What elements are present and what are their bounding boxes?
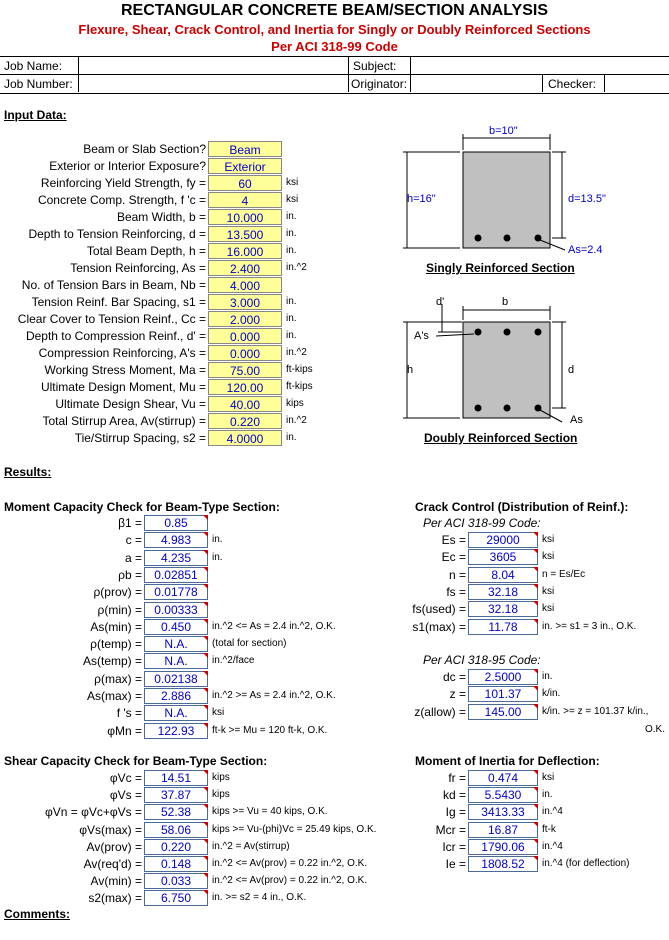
comments-heading: Comments: xyxy=(4,907,71,921)
job-number-label: Job Number: xyxy=(4,77,73,91)
page-title: RECTANGULAR CONCRETE BEAM/SECTION ANALYSIS xyxy=(121,2,548,19)
crack99-unit: n = Es/Ec xyxy=(542,568,586,580)
crack95-unit: k/in. xyxy=(542,688,561,700)
shear-label: Av(req'd) = xyxy=(83,857,142,871)
dim-as2-label: As xyxy=(570,414,583,426)
input-unit: in.^2 xyxy=(286,262,307,273)
input-label: Ultimate Design Moment, Mu = xyxy=(40,380,206,394)
inertia-unit: in.^4 xyxy=(542,806,563,818)
moment-label: As(temp) = xyxy=(82,654,142,669)
moment-value: 0.85 xyxy=(144,515,208,531)
crack95-unit: k/in. >= z = 101.37 k/in., xyxy=(542,705,649,717)
moment-label: c = xyxy=(125,533,142,548)
crack99-value: 8.04 xyxy=(468,567,538,583)
header-row-2 xyxy=(0,74,669,94)
shear-value: 0.220 xyxy=(144,839,208,855)
moment-unit: in. xyxy=(212,551,223,563)
moment-value: 0.450 xyxy=(144,619,208,635)
crack99-label: n = xyxy=(448,567,466,582)
input-value[interactable]: 16.000 xyxy=(208,243,282,259)
moment-value: 122.93 xyxy=(144,723,208,739)
shear-unit: in.^2 <= Av(prov) = 0.22 in.^2, O.K. xyxy=(212,875,368,887)
moment-label: As(max) = xyxy=(86,689,142,703)
doubly-caption: Doubly Reinforced Section xyxy=(424,431,578,445)
shear-label: Av(min) = xyxy=(90,874,142,889)
inertia-value: 1790.06 xyxy=(468,839,538,855)
moment-value: N.A. xyxy=(144,705,208,721)
crack95-unit: in. xyxy=(542,671,553,682)
input-label: Depth to Tension Reinforcing, d = xyxy=(28,227,206,241)
crack-ok-tail: O.K. xyxy=(645,724,666,735)
crack99-unit: ksi xyxy=(542,603,555,615)
input-label: Beam or Slab Section? xyxy=(83,142,206,156)
input-label: Ultimate Design Shear, Vu = xyxy=(55,397,206,411)
inertia-label: fr = xyxy=(448,771,466,785)
shear-label: φVs = xyxy=(109,788,142,803)
shear-label: φVn = φVc+φVs = xyxy=(44,805,142,820)
checker-field[interactable] xyxy=(604,75,669,92)
input-unit: ft-kips xyxy=(286,364,313,375)
originator-cell xyxy=(348,75,411,92)
subject-field[interactable] xyxy=(410,57,669,74)
input-unit: in. xyxy=(286,432,297,443)
shear-unit: kips xyxy=(212,772,230,783)
moment-value: 0.01778 xyxy=(144,584,208,600)
job-name-label: Job Name: xyxy=(4,59,63,73)
input-unit: in. xyxy=(286,245,297,256)
shear-value: 0.033 xyxy=(144,873,208,889)
moment-value: 4.983 xyxy=(144,532,208,548)
crack99-unit: ksi xyxy=(542,551,555,563)
input-value[interactable]: 3.000 xyxy=(208,294,282,310)
crack99-label: s1(max) = xyxy=(412,619,466,634)
moment-label: f 's = xyxy=(116,706,142,721)
dim-d2-label: d xyxy=(568,364,575,376)
crack99-unit: in. >= s1 = 3 in., O.K. xyxy=(542,620,637,632)
moment-unit: ft-k >= Mu = 120 ft-k, O.K. xyxy=(212,724,328,736)
inertia-unit: ft-k xyxy=(542,823,556,835)
inertia-label: kd = xyxy=(442,788,466,803)
crack95-label: dc = xyxy=(442,670,466,684)
input-label: Tension Reinforcing, As = xyxy=(70,261,206,275)
input-value[interactable]: 0.000 xyxy=(208,328,282,344)
input-label: Compression Reinforcing, A's = xyxy=(38,346,206,360)
inertia-value: 0.474 xyxy=(468,770,538,786)
shear-value: 14.51 xyxy=(144,770,208,786)
input-value[interactable]: Exterior xyxy=(208,158,282,174)
crack95-value: 2.5000 xyxy=(468,669,538,685)
dim-as-label: As=2.4 xyxy=(568,244,603,256)
moment-value: 4.235 xyxy=(144,550,208,566)
moment-label: φMn = xyxy=(107,723,142,738)
input-label: Beam Width, b = xyxy=(116,210,206,224)
moment-label: ρ(prov) = xyxy=(93,585,142,600)
input-unit: ft-kips xyxy=(286,381,313,392)
input-label: Concrete Comp. Strength, f 'c = xyxy=(37,193,206,207)
input-label: Working Stress Moment, Ma = xyxy=(44,363,206,377)
crack99-unit: ksi xyxy=(542,585,555,597)
originator-label: Originator: xyxy=(351,77,408,91)
shear-label: s2(max) = xyxy=(88,891,142,906)
dim-dprime-label: d' xyxy=(436,296,445,308)
crack95-value: 145.00 xyxy=(468,704,538,720)
input-value[interactable]: 2.000 xyxy=(208,311,282,327)
moment-label: As(min) = xyxy=(90,619,142,634)
input-value[interactable]: 13.500 xyxy=(208,226,282,242)
dim-h-label: h=16" xyxy=(407,193,436,205)
subject-label: Subject: xyxy=(353,59,397,73)
crack95-value: 101.37 xyxy=(468,686,538,702)
moment-value: 2.886 xyxy=(144,688,208,704)
input-unit: ksi xyxy=(286,177,299,188)
crack99-label: Ec = xyxy=(441,550,466,565)
moment-value: N.A. xyxy=(144,653,208,669)
shear-value: 37.87 xyxy=(144,787,208,803)
singly-caption: Singly Reinforced Section xyxy=(426,261,575,275)
input-value[interactable]: 120.00 xyxy=(208,379,282,395)
input-label: Reinforcing Yield Strength, fy = xyxy=(40,176,206,190)
shear-heading: Shear Capacity Check for Beam-Type Section: xyxy=(4,754,268,768)
shear-value: 6.750 xyxy=(144,890,208,906)
inertia-value: 3413.33 xyxy=(468,804,538,820)
page-subtitle: Flexure, Shear, Crack Control, and Inertia for Singly or Doubly Reinforced Sections xyxy=(78,22,591,37)
originator-field[interactable] xyxy=(410,75,543,92)
moment-label: ρb = xyxy=(118,567,142,582)
checker-cell xyxy=(542,75,605,92)
dim-b-label: b=10" xyxy=(489,125,518,137)
inertia-label: Mcr = xyxy=(435,822,466,837)
inertia-label: Ie = xyxy=(445,857,466,871)
moment-label: ρ(max) = xyxy=(94,671,142,686)
moment-value: 0.00333 xyxy=(144,602,208,618)
moment-value: 0.02138 xyxy=(144,671,208,687)
inertia-unit: in.^4 (for deflection) xyxy=(542,858,630,869)
input-label: No. of Tension Bars in Beam, Nb = xyxy=(21,278,206,292)
input-label: Exterior or Interior Exposure? xyxy=(49,159,206,173)
dim-d-label: d=13.5" xyxy=(568,193,606,205)
moment-value: 0.02851 xyxy=(144,567,208,583)
crack99-value: 32.18 xyxy=(468,601,538,617)
moment-unit: in.^2 >= As = 2.4 in.^2, O.K. xyxy=(212,690,336,701)
dim-as-prime-label: A's xyxy=(414,330,429,342)
crack99-unit: ksi xyxy=(542,534,555,545)
input-data-heading: Input Data: xyxy=(4,108,67,122)
input-unit: in. xyxy=(286,313,297,324)
input-value[interactable]: 0.220 xyxy=(208,413,282,429)
shear-value: 58.06 xyxy=(144,822,208,838)
moment-unit: ksi xyxy=(212,707,225,719)
shear-unit: kips >= Vu = 40 kips, O.K. xyxy=(212,806,328,818)
moment-label: β1 = xyxy=(118,516,142,530)
input-value[interactable]: 10.000 xyxy=(208,209,282,225)
crack99-label: fs(used) = xyxy=(412,602,466,617)
inertia-value: 16.87 xyxy=(468,822,538,838)
moment-label: ρ(temp) = xyxy=(90,637,142,652)
inertia-label: Icr = xyxy=(442,839,466,854)
dim-b2-label: b xyxy=(502,296,509,308)
moment-unit: in.^2 <= As = 2.4 in.^2, O.K. xyxy=(212,620,336,632)
moment-unit: in.^2/face xyxy=(212,655,255,667)
subject-cell xyxy=(348,57,411,74)
input-value[interactable]: 40.00 xyxy=(208,396,282,412)
crack99-value: 11.78 xyxy=(468,619,538,635)
moment-unit: in. xyxy=(212,534,223,546)
header-row-1 xyxy=(0,56,669,75)
inertia-unit: in.^4 xyxy=(542,840,563,852)
inertia-unit: in. xyxy=(542,789,553,801)
input-label: Tie/Stirrup Spacing, s2 = xyxy=(74,431,206,445)
input-unit: ksi xyxy=(286,194,299,205)
input-value[interactable]: 75.00 xyxy=(208,362,282,378)
input-value[interactable]: 4.0000 xyxy=(208,430,282,446)
input-unit: in. xyxy=(286,211,297,222)
input-value[interactable]: 4 xyxy=(208,192,282,208)
crack99-label: Es = xyxy=(441,533,466,547)
crack95-label: z(allow) = xyxy=(414,704,466,719)
shear-label: Av(prov) = xyxy=(86,839,142,854)
moment-heading: Moment Capacity Check for Beam-Type Section: xyxy=(4,500,280,514)
input-unit: in.^2 xyxy=(286,415,307,426)
results-heading: Results: xyxy=(4,465,52,479)
input-value[interactable]: Beam xyxy=(208,141,282,157)
input-unit: in.^2 xyxy=(286,347,307,358)
input-value[interactable]: 4.000 xyxy=(208,277,282,293)
input-value[interactable]: 2.400 xyxy=(208,260,282,276)
shear-value: 52.38 xyxy=(144,804,208,820)
shear-unit: kips >= Vu-(phi)Vc = 25.49 kips, O.K. xyxy=(212,823,377,835)
inertia-heading: Moment of Inertia for Deflection: xyxy=(415,754,600,768)
dim-h2-label: h xyxy=(407,364,414,376)
shear-label: φVc = xyxy=(109,771,142,785)
input-label: Total Stirrup Area, Av(stirrup) = xyxy=(42,414,206,428)
input-unit: kips xyxy=(286,398,304,409)
doubly-reinforced-diagram xyxy=(400,292,630,432)
moment-value: N.A. xyxy=(144,636,208,652)
code-reference: Per ACI 318-99 Code xyxy=(271,39,398,54)
crack-heading: Crack Control (Distribution of Reinf.): xyxy=(415,500,629,514)
moment-label: a = xyxy=(124,550,142,565)
crack-subheading-95: Per ACI 318-95 Code: xyxy=(423,653,541,667)
crack99-value: 3605 xyxy=(468,549,538,565)
input-unit: in. xyxy=(286,296,297,307)
job-number-field[interactable] xyxy=(78,75,349,92)
crack99-label: fs = xyxy=(446,584,466,599)
input-label: Total Beam Depth, h = xyxy=(86,244,206,258)
crack99-value: 29000 xyxy=(468,532,538,548)
checker-label: Checker: xyxy=(548,77,597,91)
inertia-value: 1808.52 xyxy=(468,856,538,872)
input-unit: in. xyxy=(286,330,297,341)
input-label: Clear Cover to Tension Reinf., Cc = xyxy=(17,312,206,326)
shear-label: φVs(max) = xyxy=(79,822,142,837)
job-name-field[interactable] xyxy=(78,57,349,74)
crack99-value: 32.18 xyxy=(468,584,538,600)
inertia-unit: ksi xyxy=(542,772,555,783)
input-value[interactable]: 60 xyxy=(208,175,282,191)
inertia-value: 5.5430 xyxy=(468,787,538,803)
input-value[interactable]: 0.000 xyxy=(208,345,282,361)
shear-value: 0.148 xyxy=(144,856,208,872)
shear-unit: in.^2 <= Av(prov) = 0.22 in.^2, O.K. xyxy=(212,858,368,869)
inertia-label: Ig = xyxy=(445,805,466,820)
input-label: Tension Reinf. Bar Spacing, s1 = xyxy=(31,295,206,309)
shear-unit: in. >= s2 = 4 in., O.K. xyxy=(212,892,307,904)
crack95-label: z = xyxy=(449,687,466,702)
shear-unit: kips xyxy=(212,789,230,801)
moment-label: ρ(min) = xyxy=(97,602,142,617)
input-unit: in. xyxy=(286,228,297,239)
moment-unit: (total for section) xyxy=(212,638,287,650)
crack-subheading-99: Per ACI 318-99 Code: xyxy=(423,516,541,530)
shear-unit: in.^2 = Av(stirrup) xyxy=(212,840,290,852)
input-label: Depth to Compression Reinf., d' = xyxy=(25,329,206,343)
